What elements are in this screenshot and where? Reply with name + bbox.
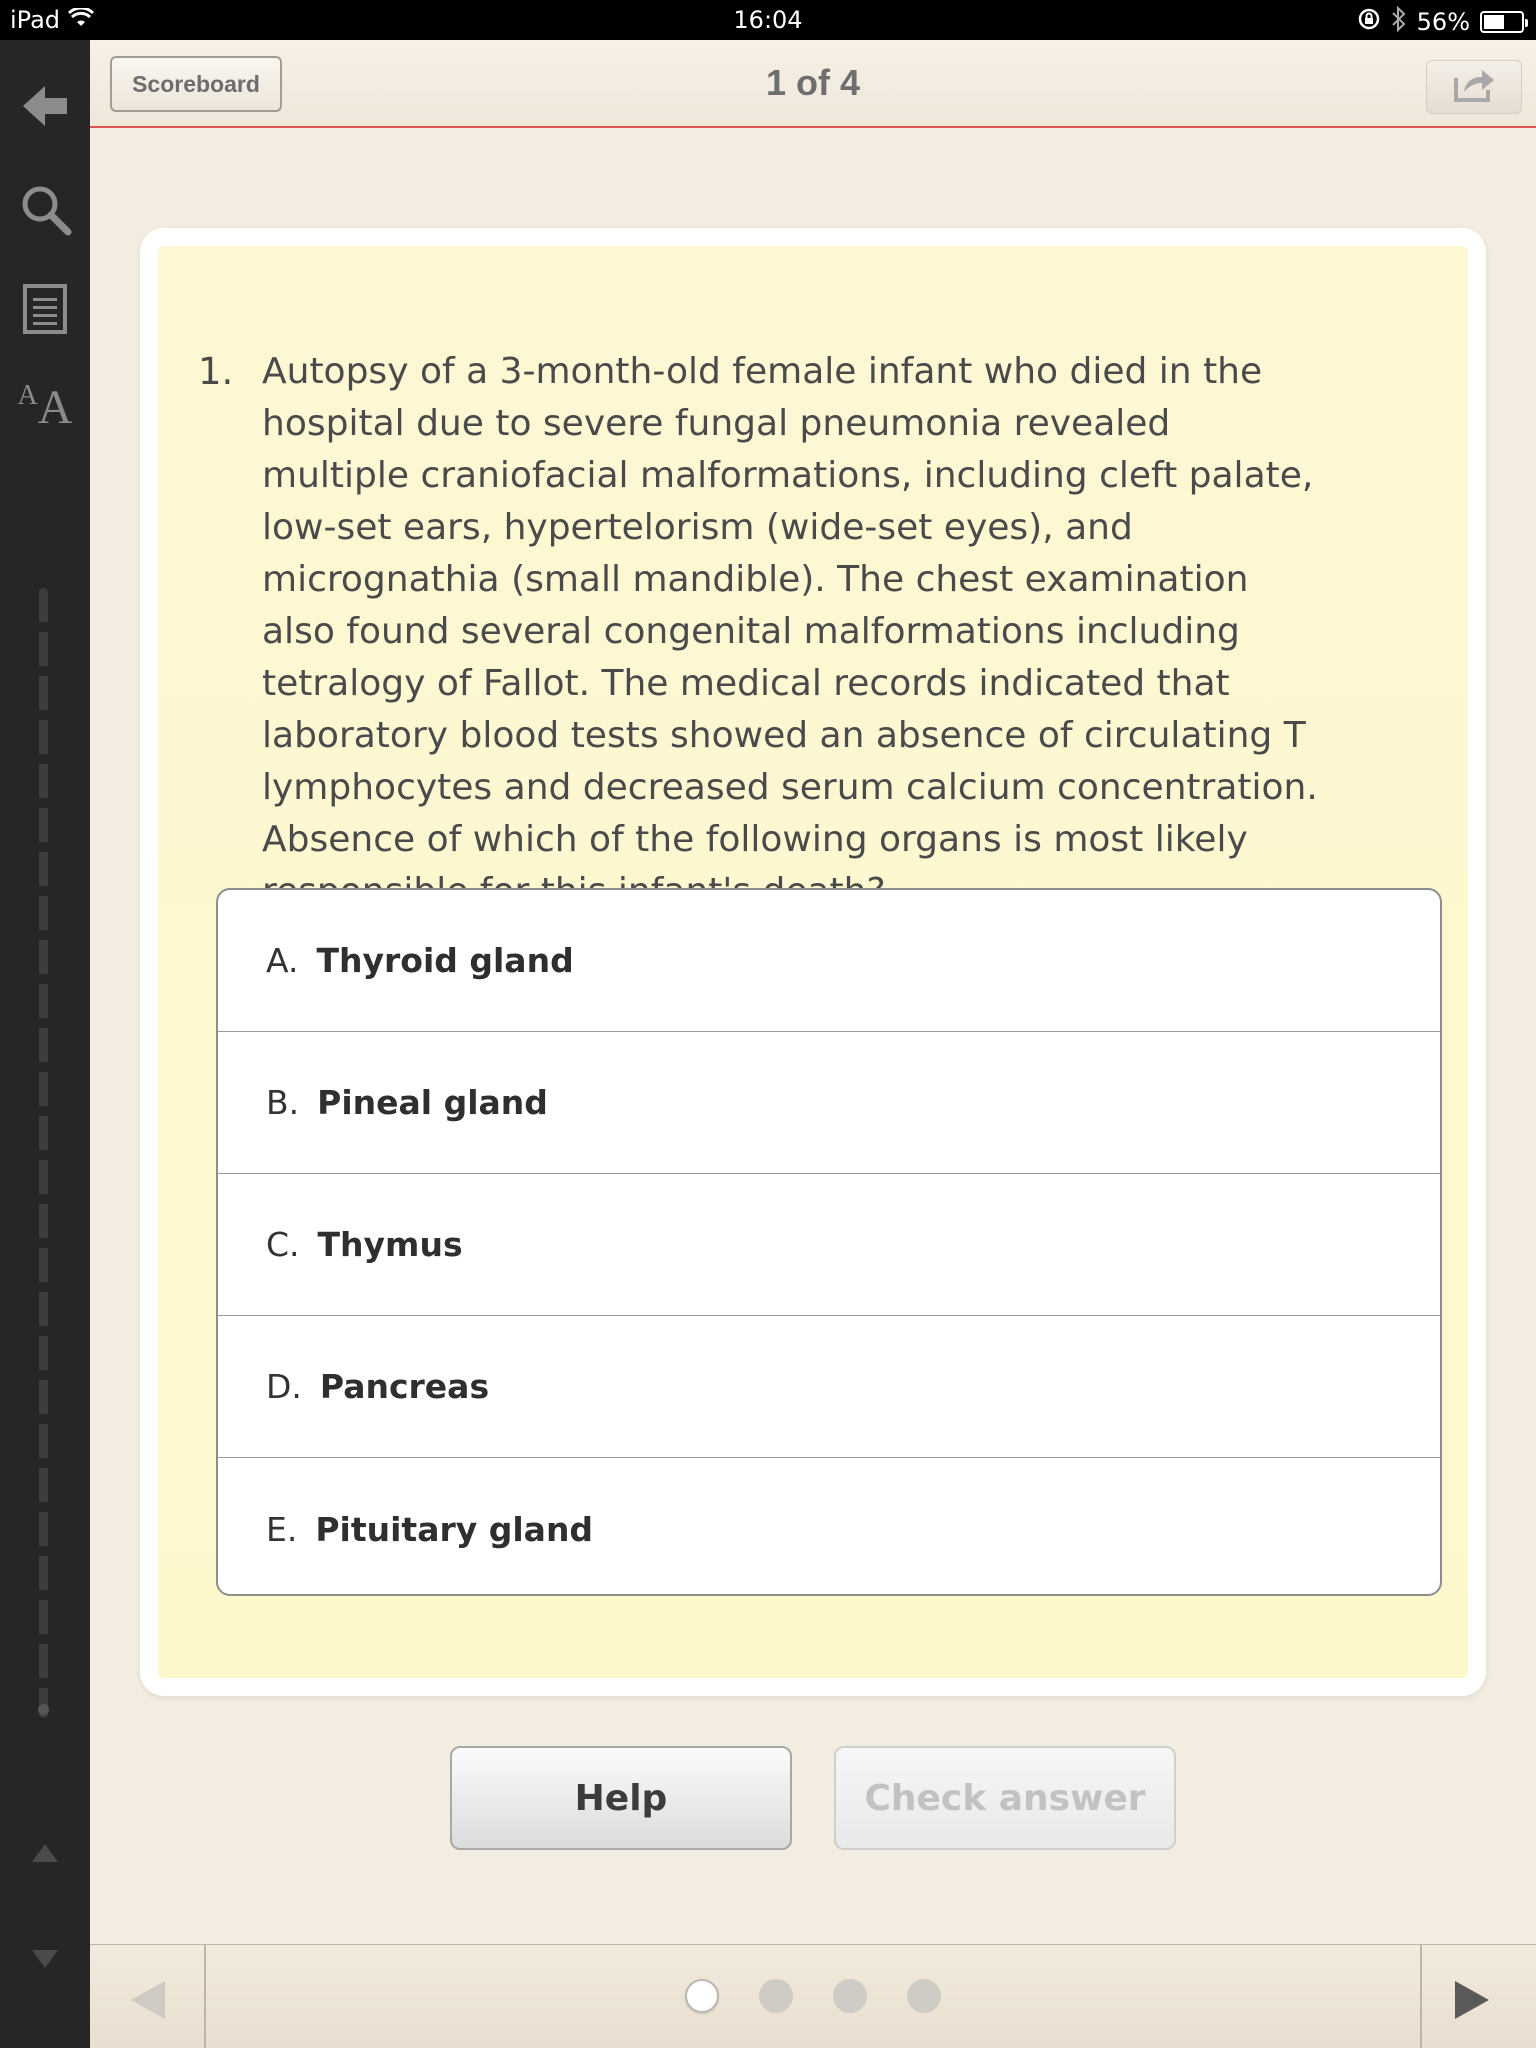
answer-letter: D. xyxy=(266,1367,302,1406)
scoreboard-button[interactable]: Scoreboard xyxy=(110,56,282,112)
font-size-icon[interactable] xyxy=(0,380,90,435)
battery-icon xyxy=(1480,11,1524,33)
battery-percent: 56% xyxy=(1416,8,1470,36)
answer-option-b[interactable] xyxy=(218,1032,1440,1174)
device-name: iPad xyxy=(10,6,61,34)
page-dot-4[interactable] xyxy=(907,1979,941,2013)
page-counter: 1 of 4 xyxy=(765,62,861,103)
back-arrow-icon[interactable] xyxy=(0,84,90,128)
status-right xyxy=(1357,6,1524,38)
answer-text: Thymus xyxy=(317,1225,463,1264)
bluetooth-icon xyxy=(1391,6,1407,38)
clock: 16:04 xyxy=(733,6,803,34)
answer-list xyxy=(216,888,1442,1596)
sidebar xyxy=(0,40,90,2048)
answer-option-d[interactable] xyxy=(218,1316,1440,1458)
help-button[interactable]: Help xyxy=(450,1746,792,1850)
check-answer-button[interactable]: Check answer xyxy=(834,1746,1176,1850)
answer-letter: E. xyxy=(266,1509,298,1549)
answer-option-a[interactable] xyxy=(218,890,1440,1032)
page-dots xyxy=(90,1979,1536,2013)
font-size-small-label: A xyxy=(17,380,38,411)
rotation-lock-icon xyxy=(1357,7,1381,37)
next-arrow-icon[interactable] xyxy=(1442,1975,1502,2025)
question-card xyxy=(140,228,1486,1696)
answer-text: Pituitary gland xyxy=(315,1509,594,1549)
answer-text: Pancreas xyxy=(319,1367,490,1406)
page-dot-3[interactable] xyxy=(833,1979,867,2013)
search-icon[interactable] xyxy=(0,182,90,236)
document-icon[interactable] xyxy=(0,284,90,334)
font-size-large-label: A xyxy=(37,381,73,434)
answer-text: Pineal gland xyxy=(317,1083,548,1122)
scroll-down-icon[interactable] xyxy=(0,1948,90,1970)
scroll-position-dot xyxy=(38,1704,49,1715)
status-bar xyxy=(0,0,1536,40)
scroll-track[interactable] xyxy=(39,588,48,1718)
header-bar xyxy=(90,40,1536,128)
page-navigation xyxy=(90,1944,1536,2048)
share-button[interactable] xyxy=(1426,60,1522,114)
question-number: 1. xyxy=(198,350,234,393)
answer-letter: C. xyxy=(266,1225,300,1264)
answer-letter: B. xyxy=(266,1083,300,1122)
question-card-body xyxy=(158,246,1468,1678)
answer-option-e[interactable] xyxy=(218,1458,1440,1596)
page-dot-2[interactable] xyxy=(759,1979,793,2013)
answer-letter: A. xyxy=(266,941,299,980)
answer-option-c[interactable] xyxy=(218,1174,1440,1316)
question-text: Autopsy of a 3-month-old female infant who died in the hospital due to severe fungal pneumonia revealed multiple craniofacial malformations, including cleft palate, low-set ears, hypertelorism (wide-set eyes), and micrognathia (small mandible). The chest examination also found several congenital malformations including tetralogy of Fallot. The medical records indicated that laboratory blood tests showed an absence of circulating T lymphocytes and decreased serum calcium concentration. Absence of which of the following organs is most likely xyxy=(262,351,1318,860)
scroll-up-icon[interactable] xyxy=(0,1842,90,1864)
page-dot-1[interactable] xyxy=(685,1979,719,2013)
share-icon xyxy=(1452,68,1496,107)
battery-fill xyxy=(1484,15,1504,29)
answer-text: Thyroid gland xyxy=(316,941,574,980)
